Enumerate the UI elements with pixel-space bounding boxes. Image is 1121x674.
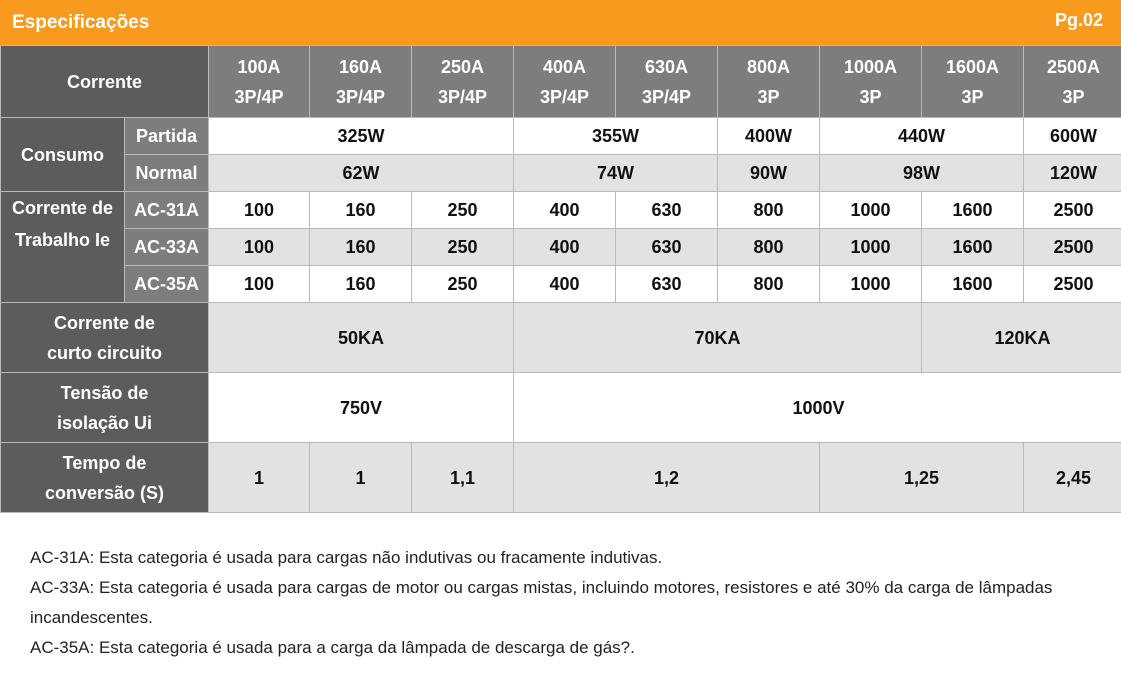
table-cell: 120KA	[922, 303, 1121, 373]
corrente-trabalho-label	[1, 192, 125, 303]
ac33a-row	[1, 229, 1121, 266]
table-cell: 800	[718, 266, 820, 303]
ac31a-label: AC-31A	[125, 192, 209, 229]
table-cell: 800	[718, 229, 820, 266]
label-line: Tensão de	[60, 382, 149, 403]
curto-circuito-row	[1, 303, 1121, 373]
table-cell: 120W	[1024, 155, 1121, 192]
normal-label: Normal	[125, 155, 209, 192]
table-cell: 1600	[922, 192, 1024, 229]
column-rating: 630A	[645, 56, 689, 77]
table-cell: 2500	[1024, 266, 1121, 303]
column-rating: 1000A	[843, 56, 898, 77]
column-poles: 3P/4P	[234, 86, 284, 107]
page-number: Pg.02	[1054, 10, 1103, 30]
note-ac31a: AC-31A: Esta categoria é usada para cargas não indutivas ou fracamente indutivas.	[30, 548, 663, 567]
table-cell: 2500	[1024, 229, 1121, 266]
column-poles: 3P	[961, 86, 984, 107]
table-cell: 74W	[514, 155, 718, 192]
table-cell: 1600	[922, 266, 1024, 303]
column-header	[514, 46, 616, 118]
table-cell: 600W	[1024, 118, 1121, 155]
ac35a-label: AC-35A	[125, 266, 209, 303]
column-header	[718, 46, 820, 118]
label-line: Tempo de	[62, 452, 147, 473]
table-cell: 630	[616, 266, 718, 303]
ac33a-label: AC-33A	[125, 229, 209, 266]
table-cell: 1000V	[514, 373, 1121, 443]
label-line: Corrente de	[53, 312, 156, 333]
column-header	[616, 46, 718, 118]
table-cell: 1000	[820, 266, 922, 303]
table-cell: 98W	[820, 155, 1024, 192]
table-cell: 70KA	[514, 303, 922, 373]
consumo-partida-row	[1, 118, 1121, 155]
table-cell: 630	[616, 229, 718, 266]
table-cell: 1,1	[412, 443, 514, 513]
column-rating: 2500A	[1046, 56, 1101, 77]
note-ac33a: AC-33A: Esta categoria é usada para cargas de motor ou cargas mistas, incluindo motores, resistores e até 30% da carga de lâmpadas incandescentes.	[30, 578, 1053, 627]
ac31a-row	[1, 192, 1121, 229]
table-cell: 400	[514, 266, 616, 303]
table-cell: 62W	[209, 155, 514, 192]
table-cell: 1,25	[820, 443, 1024, 513]
table-cell: 1600	[922, 229, 1024, 266]
current-header-row	[1, 46, 1121, 118]
table-cell: 800	[718, 192, 820, 229]
label-line: Corrente de	[11, 198, 114, 218]
column-rating: 800A	[747, 56, 791, 77]
table-cell: 1000	[820, 229, 922, 266]
column-header	[820, 46, 922, 118]
table-cell: 2,45	[1024, 443, 1121, 513]
table-cell: 250	[412, 229, 514, 266]
table-cell: 355W	[514, 118, 718, 155]
column-poles: 3P/4P	[335, 86, 386, 107]
column-poles: 3P/4P	[641, 86, 692, 107]
column-rating: 1600A	[945, 56, 1000, 77]
tensao-isolacao-row	[1, 373, 1121, 443]
specifications-table	[0, 45, 1121, 513]
tempo-conversao-row	[1, 443, 1121, 513]
column-header	[412, 46, 514, 118]
consumo-label: Consumo	[1, 118, 125, 192]
category-notes	[30, 543, 1090, 663]
curto-circuito-label	[1, 303, 209, 373]
column-poles: 3P/4P	[539, 86, 590, 107]
column-poles: 3P	[859, 86, 882, 107]
table-cell: 90W	[718, 155, 820, 192]
table-cell: 1,2	[514, 443, 820, 513]
label-line: curto circuito	[47, 342, 163, 363]
corrente-label: Corrente	[1, 46, 209, 118]
table-cell: 1000	[820, 192, 922, 229]
table-cell: 50KA	[209, 303, 514, 373]
table-cell: 100	[209, 229, 310, 266]
table-cell: 325W	[209, 118, 514, 155]
table-cell: 160	[310, 266, 412, 303]
page-title: Especificações	[12, 12, 150, 33]
table-cell: 160	[310, 229, 412, 266]
table-cell: 1	[310, 443, 412, 513]
consumo-normal-row	[1, 155, 1121, 192]
table-cell: 100	[209, 266, 310, 303]
table-cell: 400	[514, 192, 616, 229]
table-cell: 160	[310, 192, 412, 229]
column-rating: 100A	[237, 56, 281, 77]
table-cell: 2500	[1024, 192, 1121, 229]
column-header	[209, 46, 310, 118]
table-cell: 250	[412, 266, 514, 303]
table-cell: 630	[616, 192, 718, 229]
table-cell: 400W	[718, 118, 820, 155]
column-header	[310, 46, 412, 118]
column-header	[1024, 46, 1121, 118]
label-line: conversão (S)	[44, 482, 165, 503]
tensao-isolacao-label	[1, 373, 209, 443]
column-header	[922, 46, 1024, 118]
column-poles: 3P	[1062, 86, 1085, 107]
label-line: Trabalho Ie	[14, 230, 111, 250]
table-cell: 250	[412, 192, 514, 229]
table-cell: 440W	[820, 118, 1024, 155]
note-ac35a: AC-35A: Esta categoria é usada para a carga da lâmpada de descarga de gás?.	[30, 638, 635, 657]
column-poles: 3P	[757, 86, 780, 107]
column-rating: 400A	[543, 56, 587, 77]
ac35a-row	[1, 266, 1121, 303]
table-cell: 750V	[209, 373, 514, 443]
label-line: isolação Ui	[56, 412, 153, 433]
column-rating: 250A	[441, 56, 485, 77]
partida-label: Partida	[125, 118, 209, 155]
column-rating: 160A	[339, 56, 383, 77]
table-cell: 1	[209, 443, 310, 513]
column-poles: 3P/4P	[437, 86, 488, 107]
table-cell: 400	[514, 229, 616, 266]
header-bar	[0, 0, 1121, 45]
table-cell: 100	[209, 192, 310, 229]
tempo-conversao-label	[1, 443, 209, 513]
